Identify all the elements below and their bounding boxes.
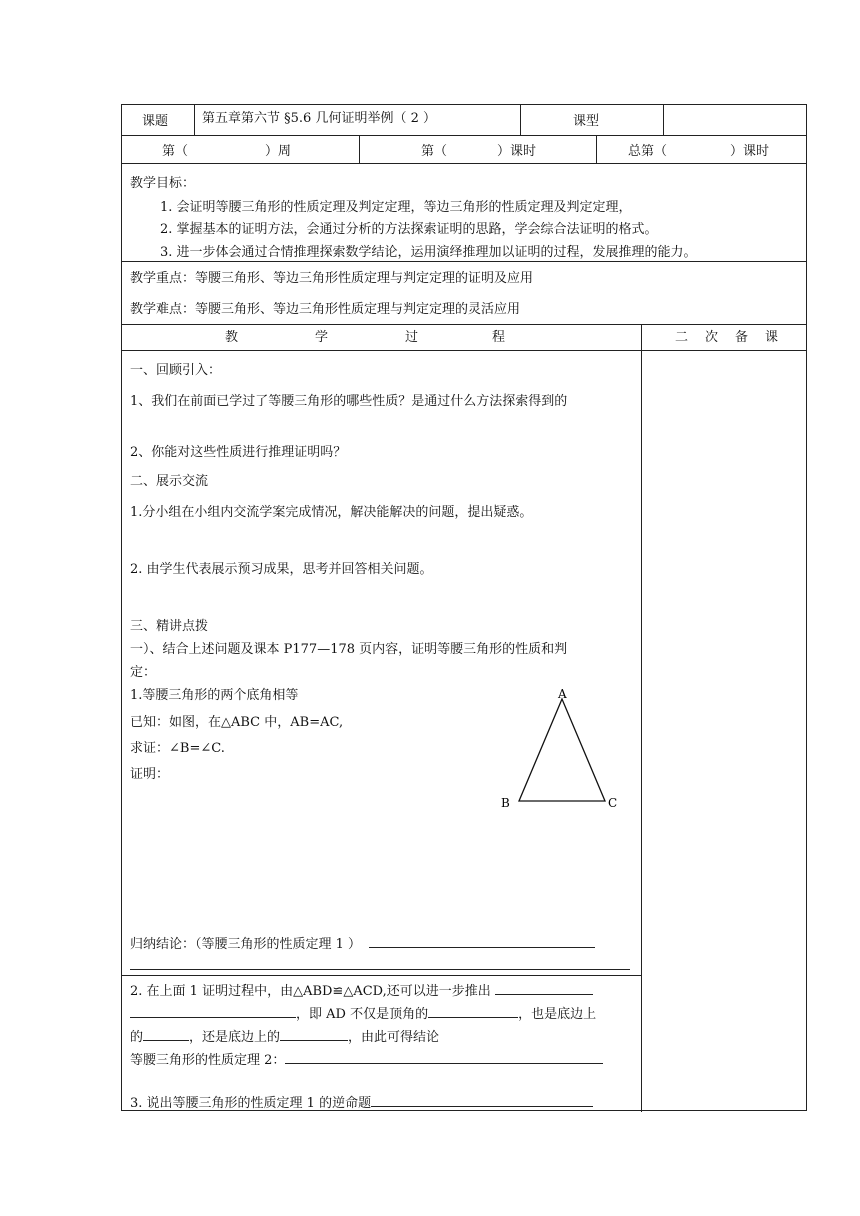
week-left: 第（ [162, 144, 189, 159]
question-1: 1、我们在前面已学过了等腰三角形的哪些性质？是通过什么方法探索得到的 [130, 394, 568, 409]
total-left: 总第（ [628, 144, 668, 159]
subsection-1-line1: 一）、结合上述问题及课本 P177—178 页内容，证明等腰三角形的性质和判 [130, 642, 568, 657]
prove: 求证：∠B=∠C. [130, 741, 225, 756]
prep-h2: 次 [705, 330, 719, 345]
theorem-2-line2b-text: ，也是底边上 [518, 1007, 597, 1022]
process-h2: 学 [315, 330, 329, 345]
process-h3: 过 [405, 330, 419, 345]
process-header-row [122, 325, 806, 351]
section-3: 三、精讲点拨 [130, 619, 209, 634]
blank-4[interactable] [143, 1026, 189, 1041]
given: 已知：如图，在△ABC 中，AB=AC, [130, 715, 344, 730]
subsection-1-line2: 定： [130, 665, 157, 680]
goals-title: 教学目标： [130, 176, 196, 191]
section-1: 一、回顾引入： [130, 363, 222, 378]
vertex-b: B [501, 796, 510, 810]
prep-h3: 备 [735, 330, 749, 345]
key-points-row [122, 262, 806, 325]
theorem-2-line2-text: ，即 AD 不仅是顶角的 [296, 1007, 429, 1022]
blank-2[interactable] [130, 1003, 296, 1018]
lesson-plan-table [121, 104, 807, 1111]
topic-label: 课题 [142, 114, 169, 129]
goal-item-1: 1. 会证明等腰三角形的性质定理及判定定理，等边三角形的性质定理及判定定理， [160, 200, 632, 215]
question-2: 2、你能对这些性质进行推理证明吗？ [130, 445, 347, 460]
blank-1[interactable] [495, 980, 593, 995]
point-2: 2. 由学生代表展示预习成果，思考并回答相关问题。 [130, 562, 433, 577]
theorem-1: 1.等腰三角形的两个底角相等 [130, 688, 299, 703]
week-right: ）周 [265, 144, 292, 159]
conclusion-blank[interactable] [369, 933, 595, 948]
process-h4: 程 [492, 330, 506, 345]
total-right: ）课时 [730, 144, 770, 159]
conclusion [130, 933, 595, 955]
theorem-2-line2 [130, 1003, 596, 1025]
theorem-2-line4 [130, 1049, 603, 1071]
theorem-2-line3b-text: ，还是底边上的 [189, 1030, 281, 1045]
vertex-a: A [558, 687, 567, 701]
blank-3[interactable] [428, 1003, 518, 1018]
difficulty: 教学难点：等腰三角形、等边三角形性质定理与判定定理的灵活应用 [130, 302, 521, 317]
type-label: 课型 [573, 114, 600, 129]
point-1: 1.分小组在小组内交流学案完成情况，解决能解决的问题，提出疑惑。 [130, 505, 533, 520]
key-point: 教学重点：等腰三角形、等边三角形性质定理与判定定理的证明及应用 [130, 271, 534, 286]
lesson-right: ）课时 [497, 144, 537, 159]
theorem-2-line1 [130, 980, 593, 1002]
section-2: 二、展示交流 [130, 474, 209, 489]
theorem-2-line3a-text: 的 [130, 1030, 144, 1045]
theorem-2-line1-text: 2. 在上面 1 证明过程中，由△ABD≌△ACD,还可以进一步推出 [130, 984, 491, 999]
divider-line [122, 975, 641, 976]
goal-item-3: 3. 进一步体会通过合情推理探索数学结论，运用演绎推理加以证明的过程，发展推理的能力。 [160, 245, 697, 260]
goals-row [122, 164, 806, 262]
prep-h1: 二 [675, 330, 689, 345]
blank-6[interactable] [285, 1049, 603, 1064]
theorem-2-line3c-text: ，由此可得结论 [348, 1030, 440, 1045]
theorem-2-line3 [130, 1026, 439, 1048]
process-h1: 教 [225, 330, 239, 345]
blank-7[interactable] [371, 1092, 593, 1107]
body-divider [641, 351, 642, 1112]
conclusion-blank-2[interactable] [130, 955, 630, 970]
schedule-row [122, 136, 806, 164]
theorem-3 [130, 1092, 593, 1114]
theorem-3-text: 3. 说出等腰三角形的性质定理 1 的逆命题 [130, 1096, 372, 1111]
goal-item-2: 2. 掌握基本的证明方法，会通过分析的方法探索证明的思路，学会综合法证明的格式。 [160, 222, 658, 237]
lesson-left: 第（ [421, 144, 448, 159]
proof-label: 证明： [130, 767, 170, 782]
topic-row [122, 105, 806, 136]
blank-5[interactable] [280, 1026, 348, 1041]
triangle-shape [519, 699, 605, 801]
topic-value: 第五章第六节 §5.6 几何证明举例（ 2 ） [202, 111, 436, 126]
theorem-2-line4-text: 等腰三角形的性质定理 2： [130, 1053, 286, 1068]
triangle-figure [492, 685, 632, 815]
vertex-c: C [608, 796, 618, 810]
prep-h4: 课 [765, 330, 779, 345]
conclusion-text: 归纳结论：（等腰三角形的性质定理 1 ） [130, 937, 362, 952]
